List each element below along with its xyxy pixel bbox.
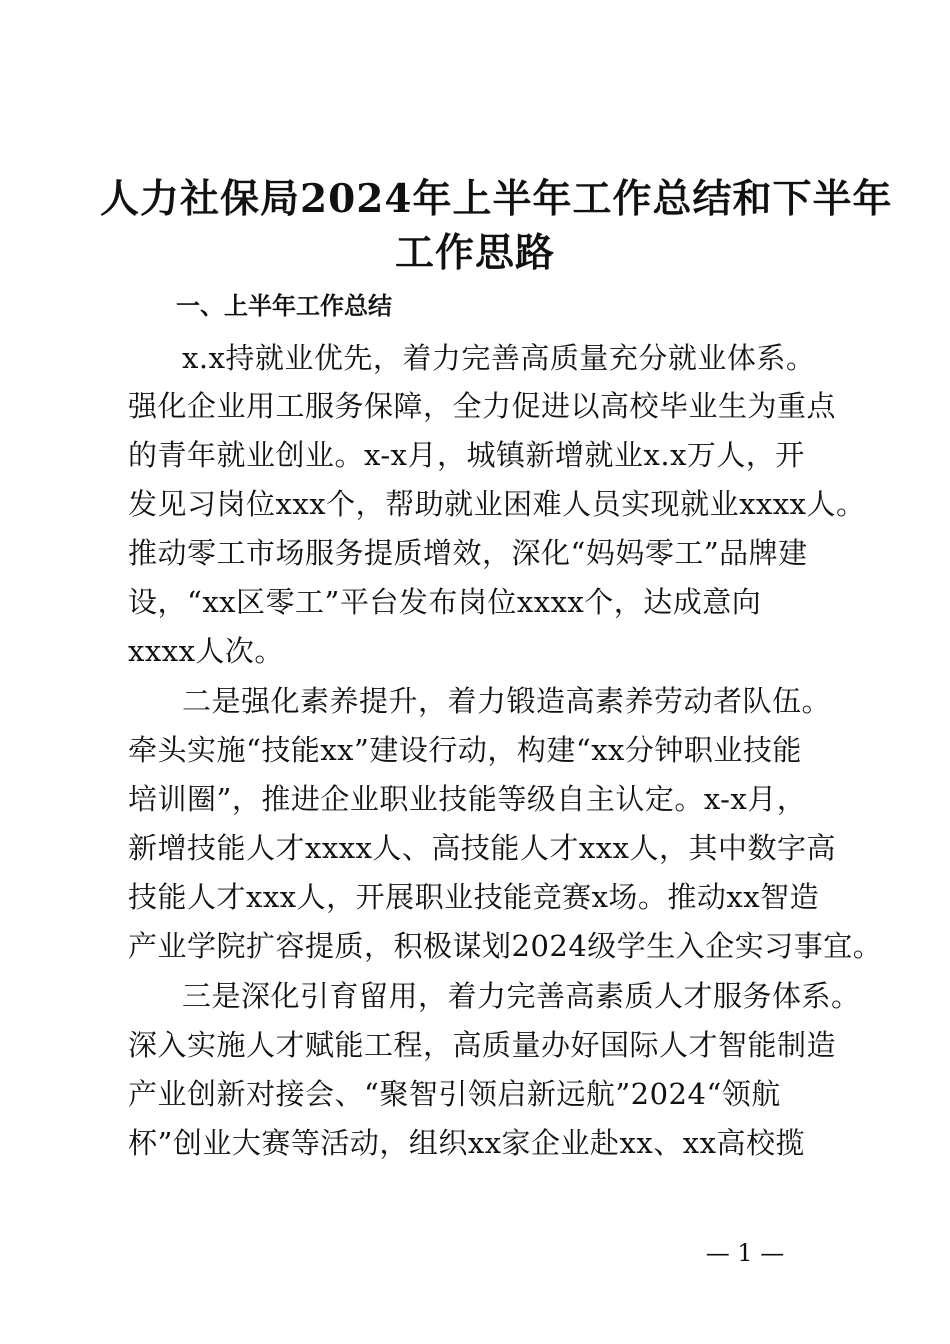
paragraph-1-line-5: 推动零工市场服务提质增效，深化“妈妈零工”品牌建: [128, 536, 808, 570]
paragraph-1-line-3: 的青年就业创业。x-x月，城镇新增就业x.x万人，开: [128, 438, 805, 472]
document-title-line-1: 人力社保局2024年上半年工作总结和下半年: [100, 176, 893, 222]
paragraph-1-line-6: 设，“xx区零工”平台发布岗位xxxx个，达成意向: [128, 585, 762, 619]
paragraph-1-line-4: 发见习岗位xxx个，帮助就业困难人员实现就业xxxx人。: [128, 487, 866, 521]
paragraph-1-line-2: 强化企业用工服务保障，全力促进以高校毕业生为重点: [128, 389, 837, 423]
paragraph-3-line-3: 产业创新对接会、“聚智引领启新远航”2024“领航: [128, 1077, 781, 1111]
paragraph-3-line-4: 杯”创业大赛等活动，组织xx家企业赴xx、xx高校揽: [128, 1126, 805, 1160]
paragraph-1-line-7: xxxx人次。: [128, 634, 284, 668]
paragraph-1-line-1: x.x持就业优先，着力完善高质量充分就业体系。: [182, 341, 816, 375]
paragraph-2-line-5: 技能人才xxx人，开展职业技能竞赛x场。推动xx智造: [128, 880, 820, 914]
paragraph-2-line-4: 新增技能人才xxxx人、高技能人才xxx人，其中数字高: [128, 831, 836, 865]
section-heading: 一、上半年工作总结: [176, 292, 392, 320]
paragraph-2-line-3: 培训圈”，推进企业职业技能等级自主认定。x-x月，: [128, 782, 807, 816]
paragraph-2-line-2: 牵头实施“技能xx”建设行动，构建“xx分钟职业技能: [128, 733, 802, 767]
document-title-line-2: 工作思路: [394, 230, 555, 276]
paragraph-3-line-2: 深入实施人才赋能工程，高质量办好国际人才智能制造: [128, 1028, 837, 1062]
paragraph-2-line-6: 产业学院扩容提质，积极谋划2024级学生入企实习事宜。: [128, 929, 883, 963]
paragraph-2-line-1: 二是强化素养提升，着力锻造高素养劳动者队伍。: [182, 684, 832, 718]
paragraph-3-line-1: 三是深化引育留用，着力完善高素质人才服务体系。: [182, 979, 861, 1013]
page-number: — 1 —: [705, 1239, 785, 1267]
